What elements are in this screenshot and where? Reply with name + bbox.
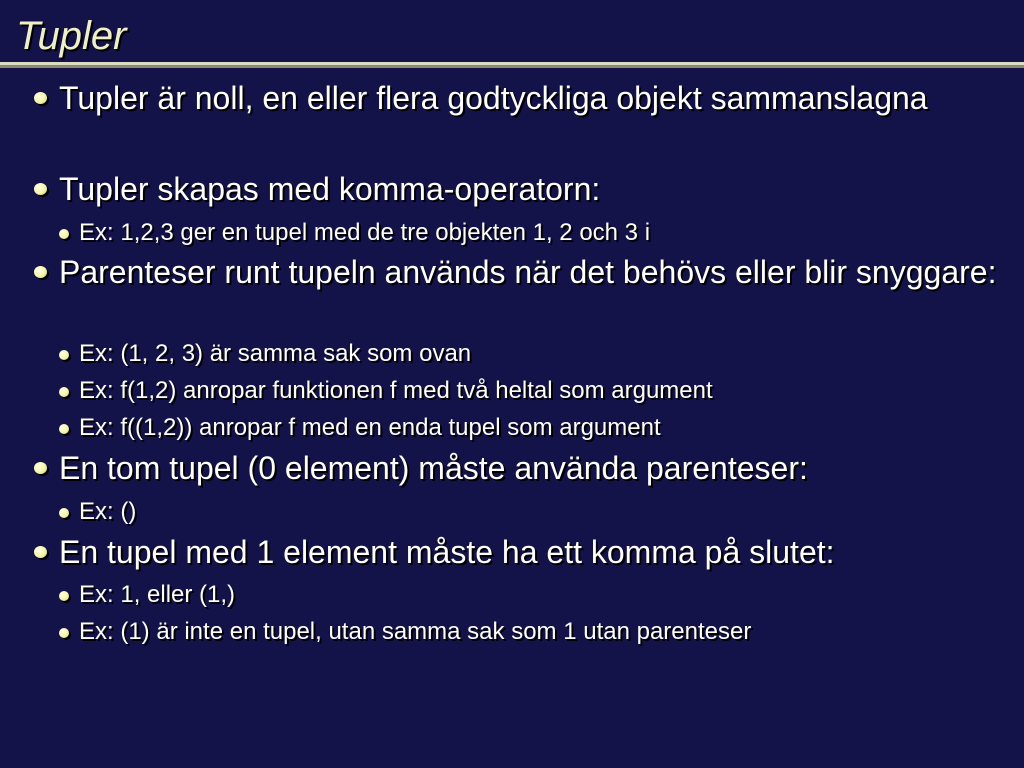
- sub-bullet-item: [79, 411, 661, 445]
- bullet-dot-icon: [34, 266, 47, 278]
- bullet-dot-icon: [34, 462, 47, 474]
- sub-bullet-item: [79, 578, 235, 612]
- sub-bullet-item: [79, 374, 713, 408]
- bullet-item: [59, 446, 1009, 490]
- bullet-dot-icon: [59, 591, 69, 601]
- sub-bullet-text: Ex: (1) är inte en tupel, utan samma sak som 1 utan parenteser: [79, 618, 752, 645]
- bullet-dot-icon: [34, 92, 47, 104]
- sub-bullet-item: [79, 495, 136, 529]
- sub-bullet-text: Ex: f(1,2) anropar funktionen f med två heltal som argument: [79, 377, 713, 404]
- sub-bullet-text: Ex: f((1,2)) anropar f med en enda tupel som argument: [79, 414, 661, 441]
- bullet-item: [59, 250, 1009, 294]
- sub-bullet-text: Ex: 1,2,3 ger en tupel med de tre objekten 1, 2 och 3 i: [79, 219, 651, 246]
- bullet-dot-icon: [59, 229, 69, 239]
- bullet-item: [59, 167, 1009, 211]
- bullet-text: Parenteser runt tupeln används när det behövs eller blir snyggare:: [59, 254, 997, 290]
- bullet-text: En tupel med 1 element måste ha ett komma på slutet:: [59, 534, 835, 570]
- sub-bullet-item: [79, 337, 471, 371]
- sub-bullet-text: Ex: 1, eller (1,): [79, 581, 236, 608]
- bullet-dot-icon: [59, 508, 69, 518]
- bullet-dot-icon: [59, 628, 69, 638]
- bullet-dot-icon: [34, 183, 47, 195]
- slide-title: Tupler: [16, 14, 127, 58]
- bullet-text: Tupler är noll, en eller flera godtyckliga objekt sammanslagna: [59, 80, 928, 116]
- sub-bullet-item: [79, 615, 751, 649]
- sub-bullet-text: Ex: (): [79, 498, 137, 525]
- bullet-item: [59, 530, 1009, 574]
- bullet-dot-icon: [59, 424, 69, 434]
- bullet-dot-icon: [59, 387, 69, 397]
- bullet-text: En tom tupel (0 element) måste använda parenteser:: [59, 450, 808, 486]
- bullet-dot-icon: [34, 546, 47, 558]
- sub-bullet-text: Ex: (1, 2, 3) är samma sak som ovan: [79, 340, 472, 367]
- bullet-item: [59, 76, 1009, 120]
- sub-bullet-item: [79, 216, 650, 250]
- bullet-text: Tupler skapas med komma-operatorn:: [59, 171, 601, 207]
- bullet-dot-icon: [59, 350, 69, 360]
